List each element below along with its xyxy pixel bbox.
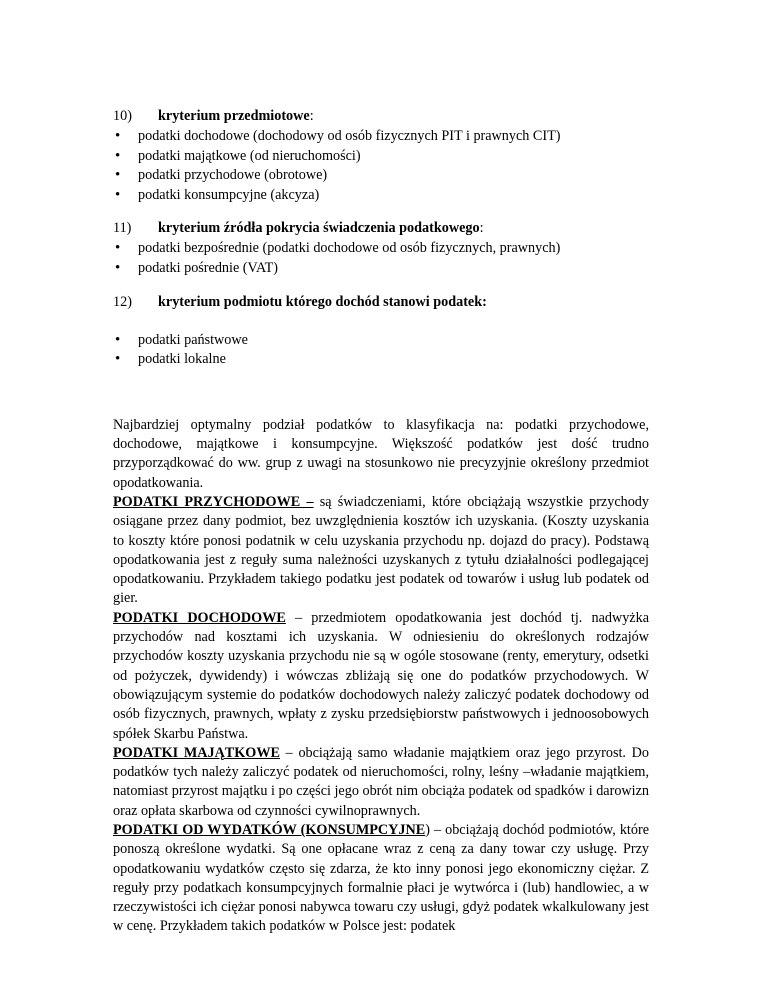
section-heading (113, 107, 649, 127)
intro-paragraph: Najbardziej optymalny podział podatków to klasyfikacja na: podatki przychodowe, dochodowe, majątkowe i konsumpcyjne. Większość podatków jest dość trudno przyporządkować do ww. grup z uwagi na stosunkowo nie precyzyjnie określony przedmiot opodatkowania. (113, 416, 649, 491)
definition-paragraph (113, 609, 649, 744)
section-title-wrap (158, 107, 314, 126)
section-title-suffix: : (479, 220, 484, 237)
list-item: • podatki pośrednie (VAT) (113, 259, 649, 279)
section-number: 12) (113, 293, 132, 310)
list-item: • podatki konsumpcyjne (akcyza) (113, 186, 649, 206)
definition-text: – przedmiotem opodatkowania jest dochód tj. nadwyżka przychodów nad kosztami ich uzyskania. W odniesieniu do określonych rodzajów przychodów koszty uzyskania przychodu nie są w ogóle stosowane (renty, emerytury, odsetki od pożyczek, dywidendy) i wówczas zbliżają się one do podatków przychodowych. W obowiązującym systemie do podatków dochodowych należy zaliczyć podatek dochodowy od osób fizycznych, prawnych, wpłaty z zysku przedsiębiorstw państwowych i jednoosobowych spółek Skarbu Państwa. (113, 609, 649, 742)
definition-text: są świadczeniami, które obciążają wszystkie przychody osiągane przez dany podmiot, bez uwzględnienia kosztów ich uzyskania. (Koszty uzyskania to koszty które ponosi podatnik w celu uzyskania przychodu np. dojazd do pracy). Podstawą opodatkowania jest z reguły suma należności uzyskanych z tytułu działalności podlegającej opodatkowaniu. Przykładem takiego podatku jest podatek od towarów i usług lub podatek od gier. (113, 493, 649, 607)
section-heading (113, 219, 649, 239)
section-title-suffix: : (309, 108, 314, 124)
definition-paragraph (113, 493, 649, 609)
list-item: • podatki lokalne (113, 350, 649, 370)
section-title-wrap (158, 219, 484, 238)
definition-term: PODATKI DOCHODOWE (113, 609, 286, 626)
definition-term: PODATKI MAJĄTKOWE (113, 744, 280, 761)
definition-text: ) – obciążają dochód podmiotów, które ponoszą określone wydatki. Są one opłacane wraz z ceną za dany towar czy usługę. Przy opodatkowaniu wydatków często się zdarza, że kto inny ponosi jego ekonomiczny ciężar. Z reguły przy podatkach konsumpcyjnych formalnie płaci je wytwórca i (lub) handlowiec, a w rzeczywistości ich ciężar ponosi nabywca towaru czy usługi, gdyż podatek wkalkulowany jest w cenę. Przykładem takich podatków w Polsce jest: podatek (113, 821, 649, 935)
document-page (113, 107, 649, 937)
list-item: • podatki bezpośrednie (podatki dochodowe od osób fizycznych, prawnych) (113, 239, 649, 259)
list-item: • podatki przychodowe (obrotowe) (113, 166, 649, 186)
section-title: kryterium podmiotu którego dochód stanowi podatek: (158, 293, 487, 310)
section-title: kryterium źródła pokrycia świadczenia podatkowego (158, 220, 480, 237)
section-heading (113, 293, 649, 313)
bullet-list (113, 127, 649, 205)
list-item: • podatki majątkowe (od nieruchomości) (113, 147, 649, 167)
definition-term: PODATKI OD WYDATKÓW (KONSUMPCYJNE (113, 821, 426, 838)
section-number: 11) (113, 220, 132, 237)
section-title: kryterium przedmiotowe (158, 108, 310, 124)
definition-text: – obciążają samo władanie majątkiem oraz jego przyrost. Do podatków tych należy zaliczyć podatek od nieruchomości, rolny, leśny –władanie majątkiem, natomiast przyrost majątku i po części jego obrót nim obciąża podatek od spadków i darowizn oraz opłata skarbowa od czynności cywilnoprawnych. (113, 744, 649, 819)
bullet-list (113, 331, 649, 370)
definition-paragraph (113, 821, 649, 937)
list-item: • podatki państwowe (113, 331, 649, 351)
definition-term: PODATKI PRZYCHODOWE – (113, 493, 314, 510)
list-item: • podatki dochodowe (dochodowy od osób fizycznych PIT i prawnych CIT) (113, 127, 649, 147)
bullet-list (113, 239, 649, 278)
definition-paragraph (113, 744, 649, 821)
section-number: 10) (113, 108, 132, 124)
